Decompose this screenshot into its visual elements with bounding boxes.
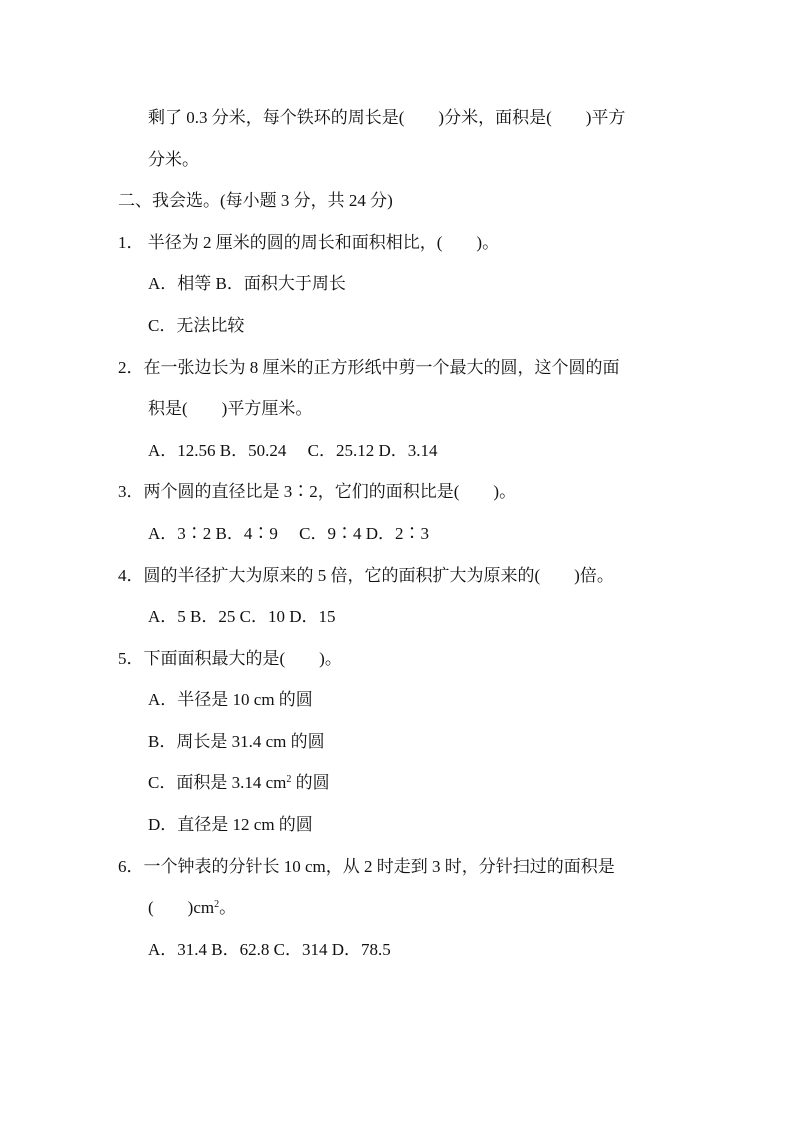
q-fill-continuation-line: 剩了 0.3 分米，每个铁环的周长是( )分米，面积是( )平方 <box>148 108 626 127</box>
q-fill-continuation-line-end: 分米。 <box>148 150 199 169</box>
question-2-continuation: 积是( )平方厘米。 <box>148 399 313 418</box>
question-3-options: A．3∶2 B．4∶9 C．9∶4 D．2∶3 <box>148 524 429 543</box>
superscript-2: 2 <box>214 899 220 910</box>
question-4-options: A．5 B．25 C．10 D．15 <box>148 607 336 626</box>
question-5-option-a: A．半径是 10 cm 的圆 <box>148 690 313 709</box>
question-6: 6．一个钟表的分针长 10 cm，从 2 时走到 3 时，分针扫过的面积是 <box>118 857 615 876</box>
question-6-options: A．31.4 B．62.8 C．314 D．78.5 <box>148 940 391 959</box>
question-5-option-c-text: C．面积是 3.14 cm <box>148 773 287 792</box>
question-1: 1． 半径为 2 厘米的圆的周长和面积相比，( )。 <box>118 233 500 252</box>
question-6-continuation-tail: 。 <box>219 898 237 917</box>
question-5-option-b: B．周长是 31.4 cm 的圆 <box>148 732 325 751</box>
question-2: 2．在一张边长为 8 厘米的正方形纸中剪一个最大的圆，这个圆的面 <box>118 358 620 377</box>
question-1-options-a-b: A．相等 B．面积大于周长 <box>148 274 346 293</box>
question-6-continuation <box>148 898 236 918</box>
question-5: 5．下面面积最大的是( )。 <box>118 649 342 668</box>
question-4: 4．圆的半径扩大为原来的 5 倍，它的面积扩大为原来的( )倍。 <box>118 566 614 585</box>
question-5-option-c <box>148 773 330 793</box>
question-5-option-d: D．直径是 12 cm 的圆 <box>148 815 313 834</box>
question-3: 3．两个圆的直径比是 3∶2，它们的面积比是( )。 <box>118 482 517 501</box>
question-2-options: A．12.56 B．50.24 C．25.12 D．3.14 <box>148 441 438 460</box>
question-1-option-c: C．无法比较 <box>148 316 245 335</box>
section-heading: 二、我会选。(每小题 3 分，共 24 分) <box>118 191 393 210</box>
superscript-2: 2 <box>286 774 292 785</box>
question-6-continuation-text: ( )cm <box>148 898 215 917</box>
question-5-option-c-tail: 的圆 <box>291 773 330 792</box>
